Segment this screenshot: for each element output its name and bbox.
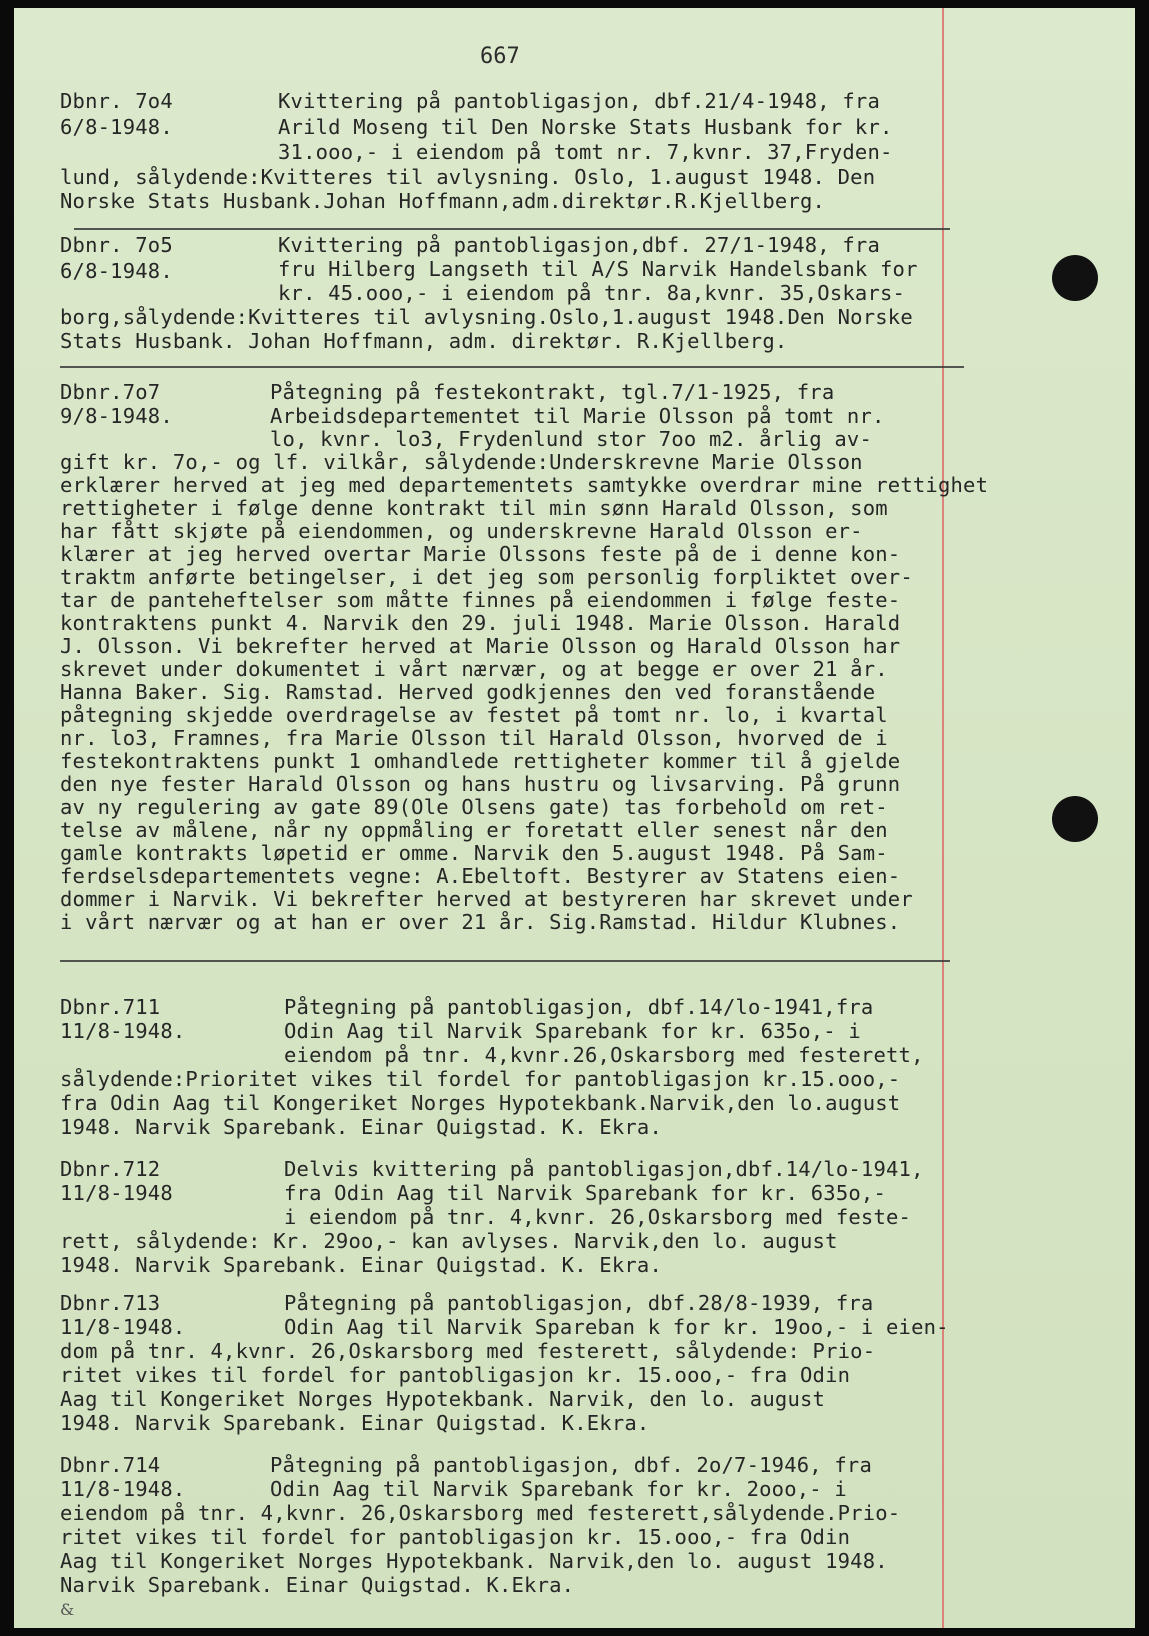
entry-text-line: Kvittering på pantobligasjon,dbf. 27/1-1948, fra	[278, 233, 881, 257]
entry-text-line: gamle kontrakts løpetid er omme. Narvik den 5.august 1948. På Sam-	[60, 841, 888, 865]
entry-text-line: av ny regulering av gate 89(Ole Olsens gate) tas forbehold om ret-	[60, 795, 888, 819]
entry-text-line: festekontraktens punkt 1 omhandlede rettigheter kommer til å gjelde	[60, 749, 901, 773]
entry-text-line: fra Odin Aag til Narvik Sparebank for kr. 635o,-	[284, 1181, 887, 1205]
entry-text-line: i vårt nærvær og at han er over 21 år. Sig.Ramstad. Hildur Klubnes.	[60, 910, 901, 934]
entry-text-line: ritet vikes til fordel for pantobligasjon kr. 15.ooo,- fra Odin	[60, 1363, 851, 1387]
entry-text-line: Hanna Baker. Sig. Ramstad. Herved godkjennes den ved foranstående	[60, 680, 876, 704]
entry-ref: Dbnr. 7o5	[60, 233, 173, 257]
entry-text-line: fru Hilberg Langseth til A/S Narvik Handelsbank for	[278, 257, 918, 281]
entry-text-line: telse av målene, når ny oppmåling er foretatt eller senest når den	[60, 818, 888, 842]
entry-text-line: Stats Husbank. Johan Hoffmann, adm. direktør. R.Kjellberg.	[60, 329, 788, 353]
entry-ref: Dbnr.712	[60, 1157, 161, 1181]
entry-text-line: erklærer herved at jeg med departementets samtykke overdrar mine rettighet	[60, 473, 989, 497]
entry-text-line: Aag til Kongeriket Norges Hypotekbank. Narvik, den lo. august	[60, 1387, 826, 1411]
entry-ref: Dbnr.713	[60, 1291, 161, 1315]
entry-text-line: lund, sålydende:Kvitteres til avlysning. Oslo, 1.august 1948. Den	[60, 165, 876, 189]
entry-separator	[60, 366, 964, 368]
entry-text-line: den nye fester Harald Olsson og hans hustru og livsarving. På grunn	[60, 772, 901, 796]
entry-text-line: fra Odin Aag til Kongeriket Norges Hypotekbank.Narvik,den lo.august	[60, 1091, 901, 1115]
entry-text-line: påtegning skjedde overdragelse av festet på tomt nr. lo, i kvartal	[60, 703, 888, 727]
entry-text-line: Delvis kvittering på pantobligasjon,dbf.14/lo-1941,	[284, 1157, 924, 1181]
entry-text-line: Odin Aag til Narvik Spareban k for kr. 19oo,- i eien-	[284, 1315, 949, 1339]
entry-text-line: nr. lo3, Framnes, fra Marie Olsson til Harald Olsson, hvorved de i	[60, 726, 888, 750]
entry-text-line: Kvittering på pantobligasjon, dbf.21/4-1948, fra	[278, 89, 881, 113]
entry-text-line: borg,sålydende:Kvitteres til avlysning.Oslo,1.august 1948.Den Norske	[60, 305, 913, 329]
entry-text-line: klærer at jeg herved overtar Marie Olssons feste på de i denne kon-	[60, 542, 901, 566]
entry-text-line: rettigheter i følge denne kontrakt til min sønn Harald Olsson, som	[60, 496, 888, 520]
entry-date: 6/8-1948.	[60, 259, 173, 283]
entry-ref: Dbnr. 7o4	[60, 89, 173, 113]
entry-date: 11/8-1948.	[60, 1019, 186, 1043]
entry-text-line: Påtegning på pantobligasjon, dbf.14/lo-1941,fra	[284, 995, 874, 1019]
footer-mark: &	[60, 1600, 75, 1619]
entry-text-line: dommer i Narvik. Vi bekrefter herved at bestyreren har skrevet under	[60, 887, 913, 911]
entry-text-line: Påtegning på festekontrakt, tgl.7/1-1925, fra	[270, 380, 835, 404]
entry-text-line: skrevet under dokumentet i vårt nærvær, og at begge er over 21 år.	[60, 657, 888, 681]
entry-ref: Dbnr.714	[60, 1453, 161, 1477]
entry-text-line: Norske Stats Husbank.Johan Hoffmann,adm.direktør.R.Kjellberg.	[60, 189, 826, 213]
entry-text-line: kontraktens punkt 4. Narvik den 29. juli 1948. Marie Olsson. Harald	[60, 611, 901, 635]
entry-text-line: Odin Aag til Narvik Sparebank for kr. 2ooo,- i	[270, 1477, 847, 1501]
entry-text-line: rett, sålydende: Kr. 29oo,- kan avlyses. Narvik,den lo. august	[60, 1229, 838, 1253]
entry-text-line: eiendom på tnr. 4,kvnr. 26,Oskarsborg med festerett,sålydende.Prio-	[60, 1501, 901, 1525]
entry-separator	[74, 228, 950, 230]
entry-text-line: Arbeidsdepartementet til Marie Olsson på tomt nr.	[270, 404, 885, 428]
entry-date: 11/8-1948.	[60, 1315, 186, 1339]
entry-text-line: J. Olsson. Vi bekrefter herved at Marie Olsson og Harald Olsson har	[60, 634, 901, 658]
entry-text-line: 1948. Narvik Sparebank. Einar Quigstad. K.Ekra.	[60, 1411, 650, 1435]
entry-date: 11/8-1948.	[60, 1477, 186, 1501]
entry-text-line: har fått skjøte på eiendommen, og underskrevne Harald Olsson er-	[60, 519, 863, 543]
entry-text-line: 31.ooo,- i eiendom på tomt nr. 7,kvnr. 37,Fryden-	[278, 140, 893, 164]
entry-text-line: Odin Aag til Narvik Sparebank for kr. 635o,- i	[284, 1019, 861, 1043]
entry-text-line: gift kr. 7o,- og lf. vilkår, sålydende:Underskrevne Marie Olsson	[60, 450, 863, 474]
entry-text-line: i eiendom på tnr. 4,kvnr. 26,Oskarsborg med feste-	[284, 1205, 912, 1229]
entry-text-line: sålydende:Prioritet vikes til fordel for pantobligasjon kr.15.ooo,-	[60, 1067, 901, 1091]
entry-text-line: Påtegning på pantobligasjon, dbf. 2o/7-1946, fra	[270, 1453, 873, 1477]
page-number: 667	[480, 44, 520, 69]
entry-text-line: Narvik Sparebank. Einar Quigstad. K.Ekra.	[60, 1573, 575, 1597]
margin-line	[942, 8, 944, 1628]
entry-date: 9/8-1948.	[60, 404, 173, 428]
punch-hole-middle	[1052, 796, 1098, 842]
document-page	[14, 8, 1135, 1628]
entry-separator	[60, 960, 950, 962]
entry-text-line: ritet vikes til fordel for pantobligasjon kr. 15.ooo,- fra Odin	[60, 1525, 851, 1549]
entry-text-line: traktm anførte betingelser, i det jeg som personlig forpliktet over-	[60, 565, 913, 589]
entry-text-line: Påtegning på pantobligasjon, dbf.28/8-1939, fra	[284, 1291, 874, 1315]
entry-text-line: Arild Moseng til Den Norske Stats Husbank for kr.	[278, 115, 893, 139]
entry-text-line: dom på tnr. 4,kvnr. 26,Oskarsborg med festerett, sålydende: Prio-	[60, 1339, 876, 1363]
entry-text-line: ferdselsdepartementets vegne: A.Ebeltoft. Bestyrer av Statens eien-	[60, 864, 901, 888]
entry-ref: Dbnr.7o7	[60, 380, 161, 404]
entry-text-line: 1948. Narvik Sparebank. Einar Quigstad. K. Ekra.	[60, 1115, 663, 1139]
entry-text-line: Aag til Kongeriket Norges Hypotekbank. Narvik,den lo. august 1948.	[60, 1549, 888, 1573]
entry-text-line: kr. 45.ooo,- i eiendom på tnr. 8a,kvnr. 35,Oskars-	[278, 281, 906, 305]
entry-date: 6/8-1948.	[60, 115, 173, 139]
entry-ref: Dbnr.711	[60, 995, 161, 1019]
entry-text-line: 1948. Narvik Sparebank. Einar Quigstad. K. Ekra.	[60, 1253, 663, 1277]
punch-hole-top	[1052, 255, 1098, 301]
entry-text-line: eiendom på tnr. 4,kvnr.26,Oskarsborg med festerett,	[284, 1043, 924, 1067]
entry-date: 11/8-1948	[60, 1181, 173, 1205]
entry-text-line: tar de panteheftelser som måtte finnes på eiendommen i følge feste-	[60, 588, 901, 612]
entry-text-line: lo, kvnr. lo3, Frydenlund stor 7oo m2. årlig av-	[270, 427, 873, 451]
